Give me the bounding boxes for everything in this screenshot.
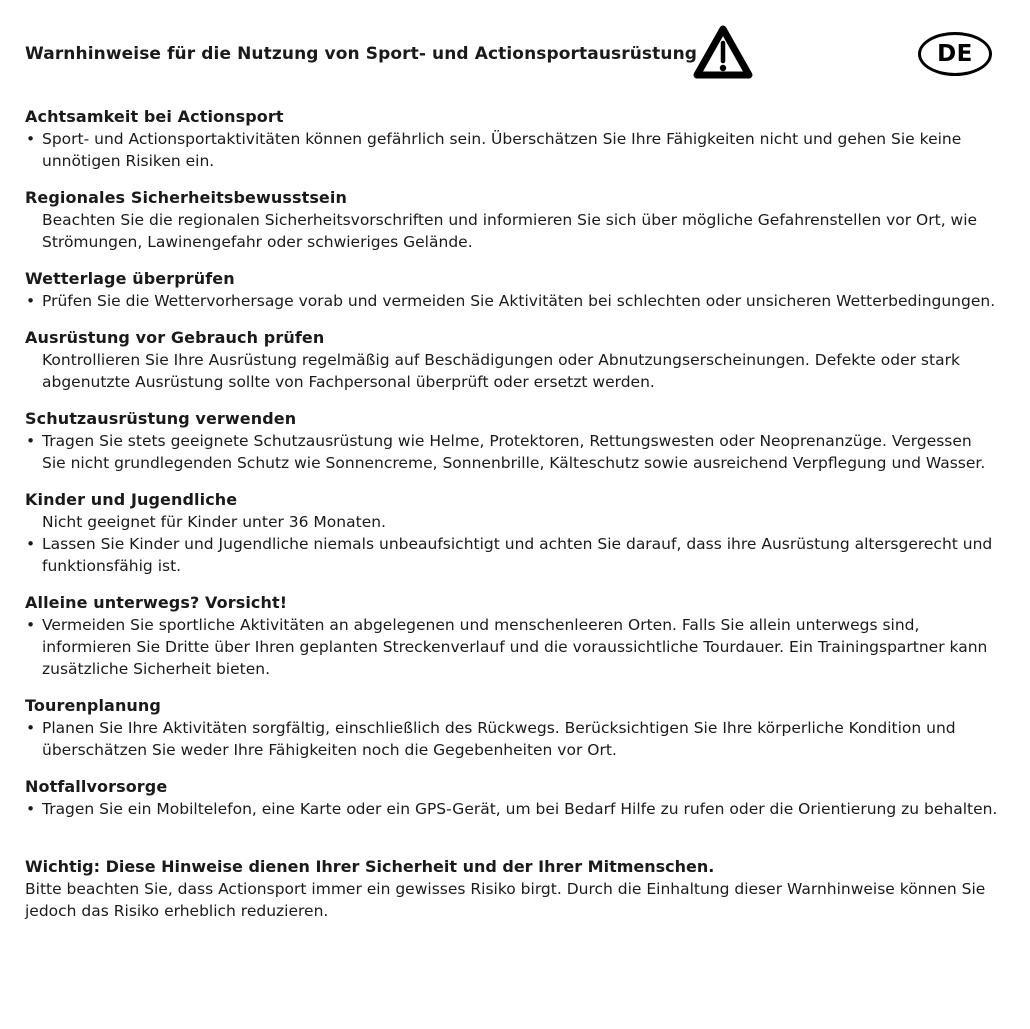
language-badge: [918, 32, 992, 76]
section-item-list: [25, 128, 998, 172]
section-item: • Sport- und Actionsportaktivitäten können gefährlich sein. Überschätzen Sie Ihre Fähigkeiten nicht und gehen Sie keine unnötigen Risiken ein.: [25, 128, 998, 172]
section-item-list: [25, 290, 998, 312]
warning-section: [25, 489, 998, 577]
warning-section: [25, 695, 998, 761]
section-item-list: [25, 717, 998, 761]
section-item: Nicht geeignet für Kinder unter 36 Monaten.: [42, 513, 386, 531]
section-item: • Tragen Sie stets geeignete Schutzausrüstung wie Helme, Protektoren, Rettungswesten oder Neoprenanzüge. Vergessen Sie nicht grundlegenden Schutz wie Sonnencreme, Sonnenbrille, Kälteschutz sowie ausreichend Verpflegung und Wasser.: [25, 430, 998, 474]
footer-important-line: Wichtig: Diese Hinweise dienen Ihrer Sicherheit und der Ihrer Mitmenschen.: [25, 857, 715, 876]
section-heading: Wetterlage überprüfen: [25, 269, 235, 288]
warning-section: [25, 327, 998, 393]
warning-section: [25, 187, 998, 253]
section-item: Kontrollieren Sie Ihre Ausrüstung regelmäßig auf Beschädigungen oder Abnutzungserscheinungen. Defekte oder stark abgenutzte Ausrüstung sollte von Fachpersonal überprüft oder ersetzt werden.: [42, 351, 960, 391]
document-header: [25, 0, 998, 100]
section-item-list: [25, 430, 998, 474]
section-item: • Tragen Sie ein Mobiltelefon, eine Karte oder ein GPS-Gerät, um bei Bedarf Hilfe zu rufen oder die Orientierung zu behalten.: [25, 798, 998, 820]
footer-note: Bitte beachten Sie, dass Actionsport immer ein gewisses Risiko birgt. Durch die Einhaltung dieser Warnhinweise können Sie jedoch das Risiko erheblich reduzieren.: [25, 880, 986, 920]
section-heading: Kinder und Jugendliche: [25, 490, 238, 509]
section-item-list: [25, 798, 998, 820]
warning-sections: [25, 100, 998, 820]
section-item-list: [25, 614, 998, 680]
section-item: • Prüfen Sie die Wettervorhersage vorab und vermeiden Sie Aktivitäten bei schlechten oder unsicheren Wetterbedingungen.: [25, 290, 998, 312]
warning-section: [25, 776, 998, 820]
section-item: • Lassen Sie Kinder und Jugendliche niemals unbeaufsichtigt und achten Sie darauf, dass ihre Ausrüstung altersgerecht und funktionsfähig ist.: [25, 533, 998, 577]
section-heading: Tourenplanung: [25, 696, 161, 715]
section-heading: Ausrüstung vor Gebrauch prüfen: [25, 328, 325, 347]
warning-triangle-icon: [692, 24, 754, 82]
section-item: • Vermeiden Sie sportliche Aktivitäten an abgelegenen und menschenleeren Orten. Falls Sie allein unterwegs sind, informieren Sie Dritte über Ihren geplanten Streckenverlauf und die voraussichtliche Tourdauer. Ein Trainingspartner kann zusätzliche Sicherheit bieten.: [25, 614, 998, 680]
warning-section: [25, 268, 998, 312]
language-badge-label: DE: [937, 41, 973, 67]
warning-section: [25, 408, 998, 474]
page-title: Warnhinweise für die Nutzung von Sport- und Actionsportausrüstung: [25, 44, 698, 64]
section-heading: Regionales Sicherheitsbewusstsein: [25, 188, 347, 207]
section-item-list: [25, 511, 998, 577]
section-item-list: [25, 349, 998, 393]
warning-section: [25, 106, 998, 172]
section-heading: Alleine unterwegs? Vorsicht!: [25, 593, 288, 612]
section-heading: Achtsamkeit bei Actionsport: [25, 107, 284, 126]
section-item: • Planen Sie Ihre Aktivitäten sorgfältig, einschließlich des Rückwegs. Berücksichtigen Sie Ihre körperliche Kondition und überschätzen Sie weder Ihre Fähigkeiten noch die Gegebenheiten vor Ort.: [25, 717, 998, 761]
section-item-list: [25, 209, 998, 253]
warning-section: [25, 592, 998, 680]
section-item: Beachten Sie die regionalen Sicherheitsvorschriften und informieren Sie sich über mögliche Gefahrenstellen vor Ort, wie Strömungen, Lawinengefahr oder schwieriges Gelände.: [42, 211, 978, 251]
section-heading: Schutzausrüstung verwenden: [25, 409, 297, 428]
document-footer: [25, 856, 998, 922]
section-heading: Notfallvorsorge: [25, 777, 168, 796]
